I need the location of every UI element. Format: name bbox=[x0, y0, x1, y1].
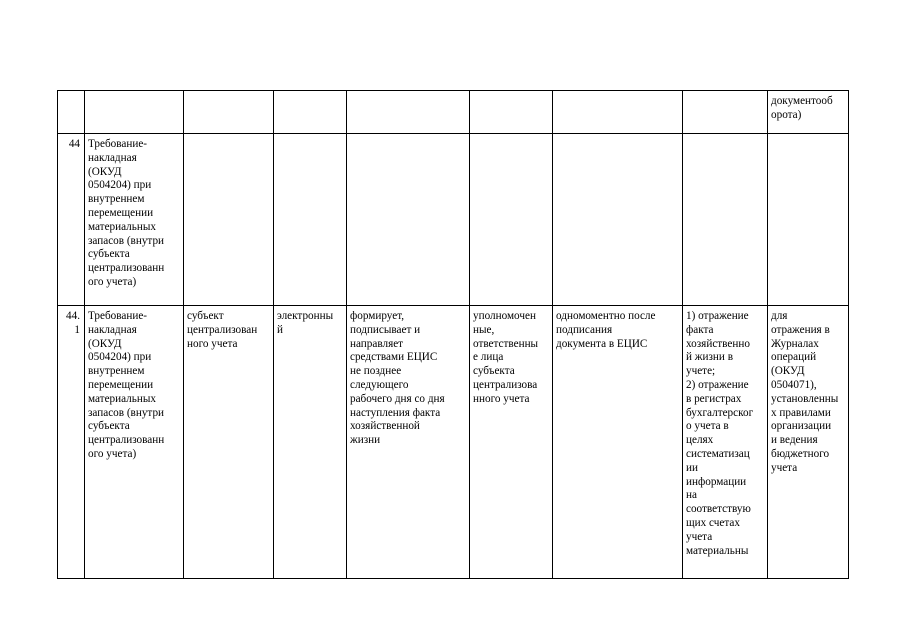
table-cell-format bbox=[274, 91, 347, 134]
table-cell-timing: одномоментно после подписания документа в ЕЦИС bbox=[553, 306, 683, 579]
table-cell-number: 44. 1 bbox=[58, 306, 85, 579]
table-row bbox=[58, 91, 849, 134]
table-cell-responsible: уполномочен ные, ответственны е лица субъекта централизова нного учета bbox=[470, 306, 553, 579]
table-cell-purpose: 1) отражение факта хозяйственно й жизни в учете; 2) отражение в регистрах бухгалтерског о учета в целях систематизац ии информации на соответствую щих счетах учета материальны bbox=[683, 306, 768, 579]
table-cell-document-name: Требование- накладная (ОКУД 0504204) при внутреннем перемещении материальных запасов (внутри субъекта централизованн ого учета) bbox=[85, 134, 184, 306]
table-cell-action bbox=[347, 91, 470, 134]
table-cell-timing bbox=[553, 91, 683, 134]
document-table bbox=[57, 90, 849, 579]
table-cell-usage: для отражения в Журналах операций (ОКУД 0504071), установленны х правилами организации и ведения бюджетного учета bbox=[768, 306, 849, 579]
table-row bbox=[58, 306, 849, 579]
table-cell-number: 44 bbox=[58, 134, 85, 306]
table-cell-purpose bbox=[683, 134, 768, 306]
table-cell-usage: документооб орота) bbox=[768, 91, 849, 134]
table-cell-format: электронны й bbox=[274, 306, 347, 579]
table-cell-usage bbox=[768, 134, 849, 306]
table-cell-action bbox=[347, 134, 470, 306]
table-cell-purpose bbox=[683, 91, 768, 134]
table-cell-originator bbox=[184, 91, 274, 134]
table-cell-document-name bbox=[85, 91, 184, 134]
table-cell-format bbox=[274, 134, 347, 306]
table-cell-responsible bbox=[470, 134, 553, 306]
table-cell-originator bbox=[184, 134, 274, 306]
table-cell-action: формирует, подписывает и направляет средствами ЕЦИС не позднее следующего рабочего дня со дня наступления факта хозяйственной жизни bbox=[347, 306, 470, 579]
table-cell-responsible bbox=[470, 91, 553, 134]
table-cell-timing bbox=[553, 134, 683, 306]
table-row bbox=[58, 134, 849, 306]
table-cell-number bbox=[58, 91, 85, 134]
table-cell-document-name: Требование- накладная (ОКУД 0504204) при внутреннем перемещении материальных запасов (внутри субъекта централизованн ого учета) bbox=[85, 306, 184, 579]
table-cell-originator: субъект централизован ного учета bbox=[184, 306, 274, 579]
